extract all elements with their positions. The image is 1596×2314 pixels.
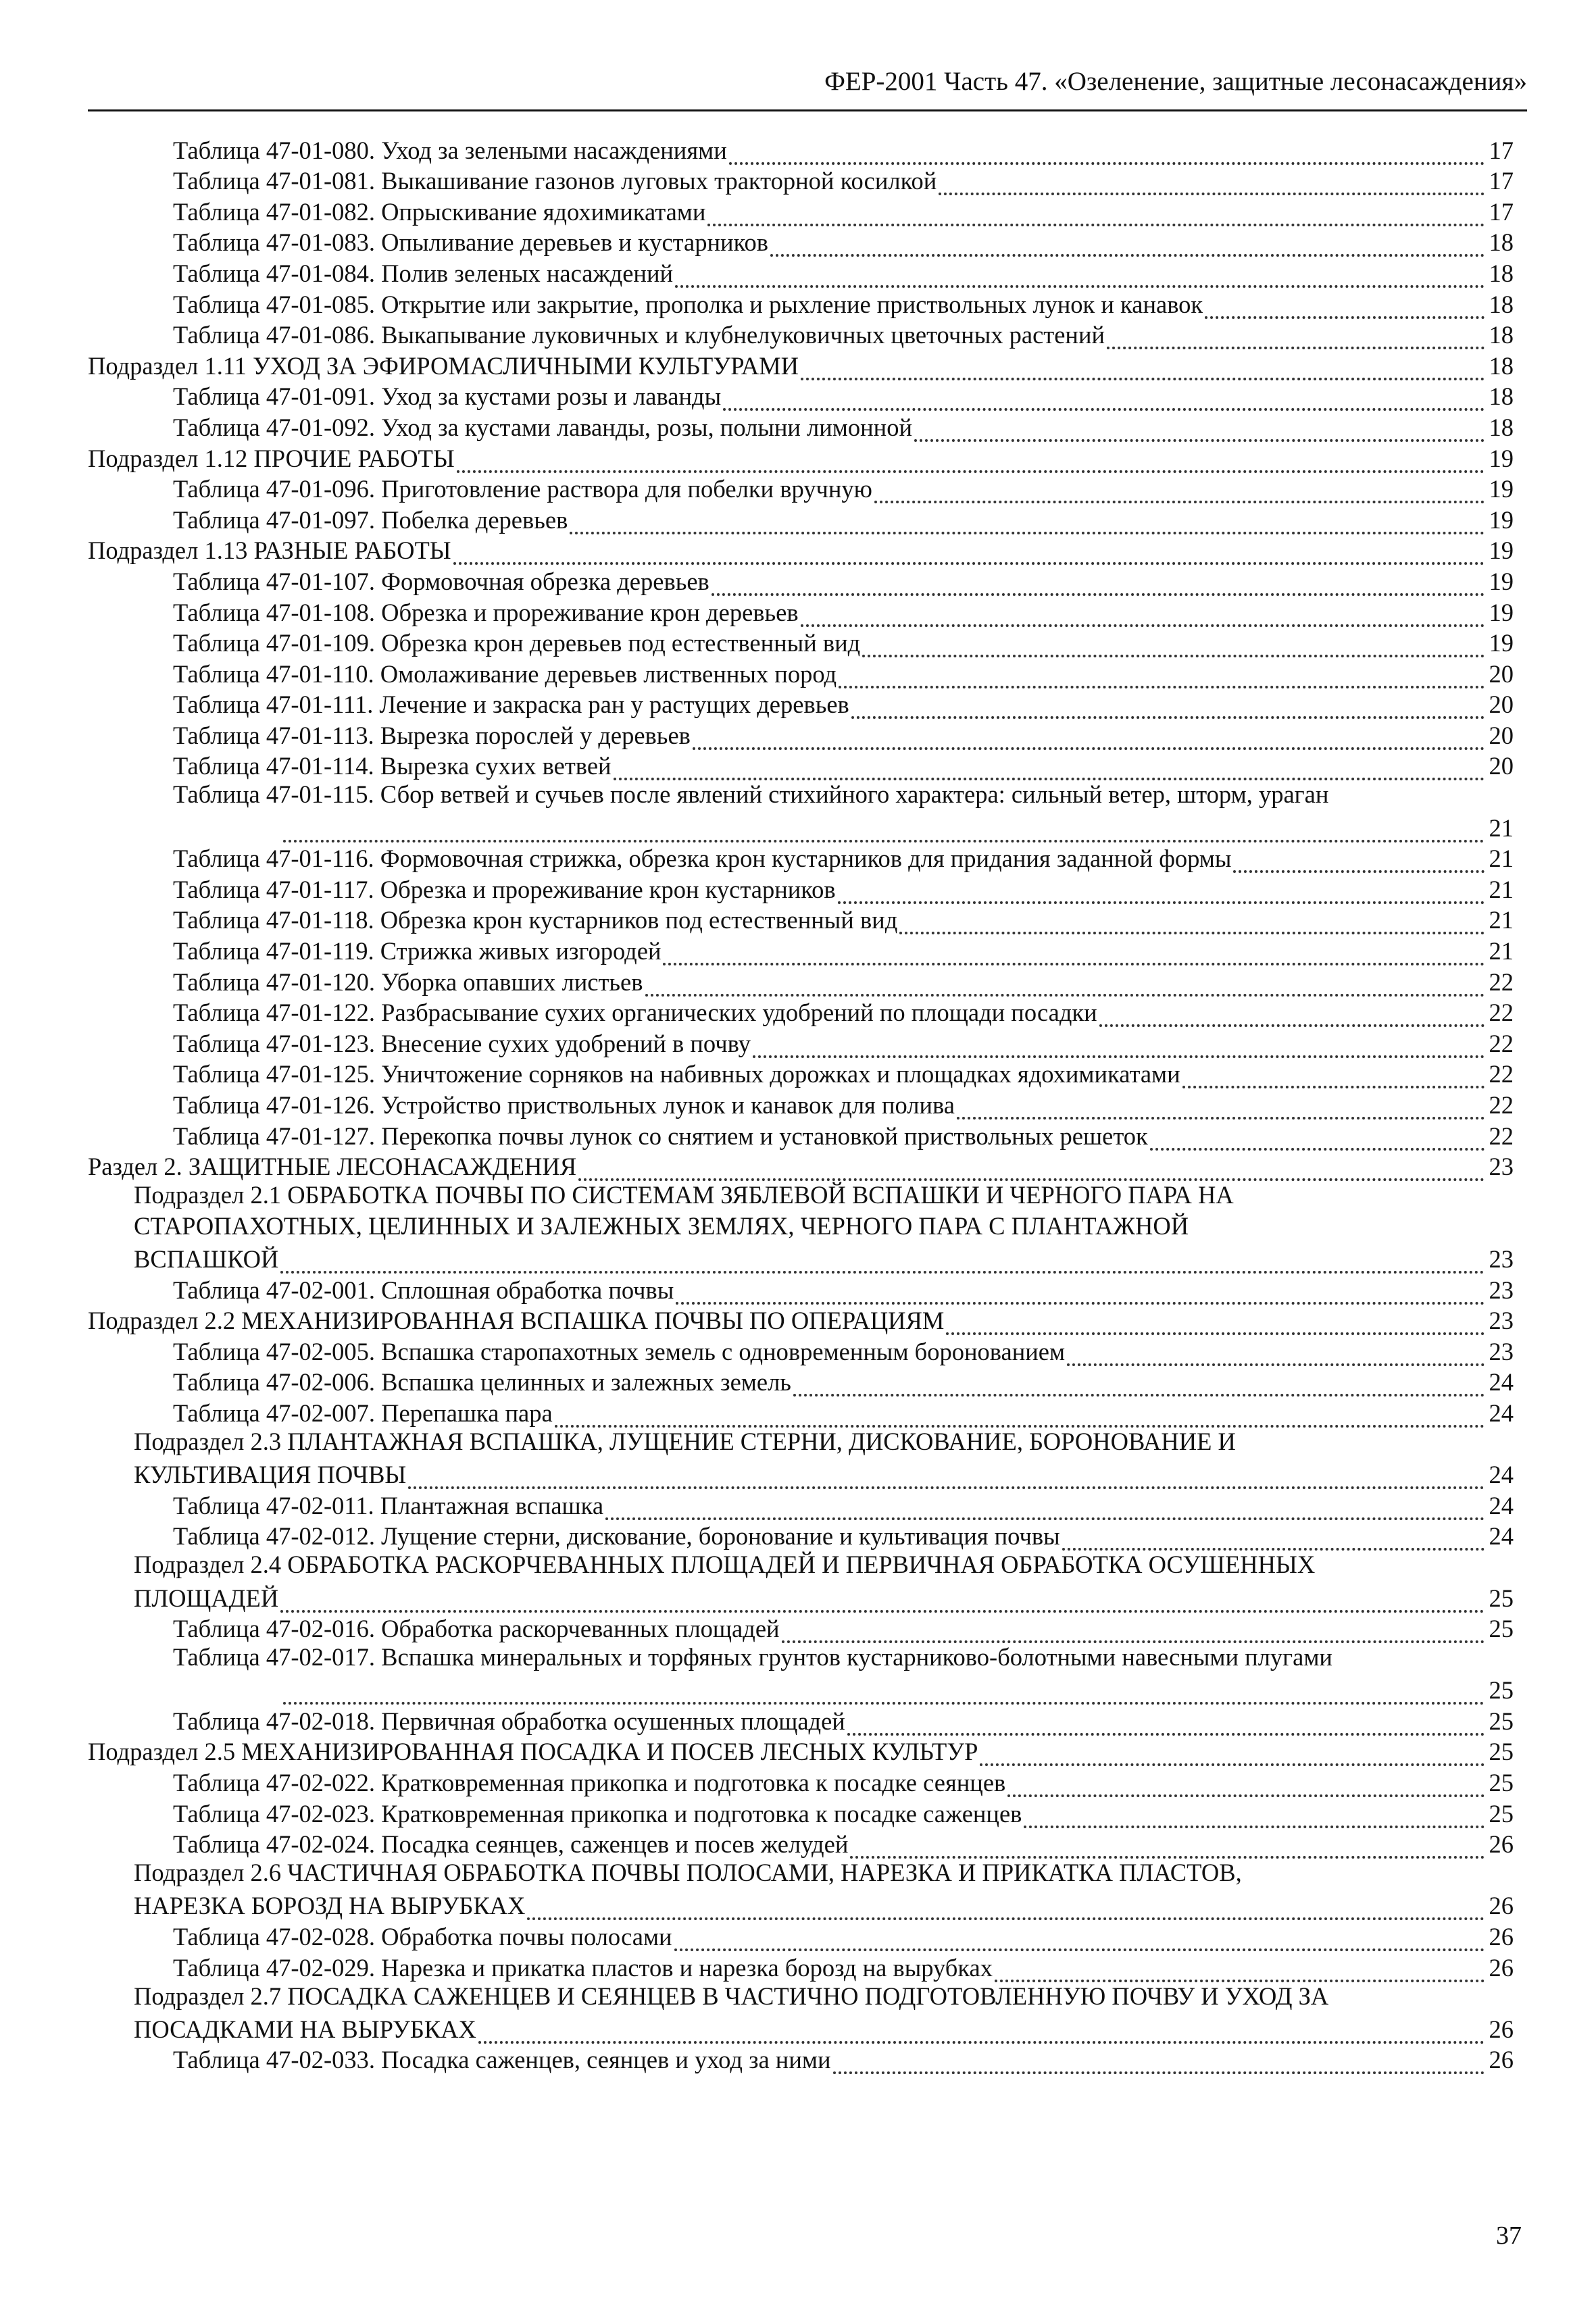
toc-entry-page: 22 — [1489, 967, 1514, 996]
dot-leader — [712, 573, 1485, 596]
toc-entry-page: 22 — [1489, 1029, 1514, 1057]
dot-leader — [1099, 1004, 1485, 1027]
toc-entry-title: Подраздел 1.11 УХОД ЗА ЭФИРОМАСЛИЧНЫМИ КУЛЬТУРАМИ — [88, 351, 799, 380]
toc-entry-page: 18 — [1489, 259, 1514, 287]
toc-entry-page: 21 — [1489, 937, 1514, 965]
toc-entry-title: Таблица 47-01-116. Формовочная стрижка, обрезка крон кустарников для придания заданной формы — [173, 845, 1232, 873]
toc-table-entry[interactable] — [88, 1027, 1514, 1058]
toc-entry-title: ВСПАШКОЙ — [134, 1244, 279, 1273]
toc-entry-page: 17 — [1489, 167, 1514, 195]
dot-leader — [614, 757, 1485, 780]
dot-leader — [850, 1836, 1485, 1859]
toc-section-entry[interactable] — [88, 442, 1514, 473]
toc-entry-page: 22 — [1489, 1091, 1514, 1119]
toc-entry-title: Таблица 47-02-016. Обработка раскорчеванных площадей — [173, 1615, 780, 1643]
toc-entry-page: 18 — [1489, 321, 1514, 349]
toc-entry-page: 19 — [1489, 505, 1514, 534]
toc-entry-page: 21 — [1489, 813, 1514, 842]
toc-table-entry[interactable] — [88, 1088, 1514, 1120]
dot-leader — [1205, 296, 1485, 319]
toc-entry-title: Таблица 47-01-114. Вырезка сухих ветвей — [173, 752, 612, 780]
toc-entry-title: КУЛЬТИВАЦИЯ ПОЧВЫ — [134, 1461, 407, 1489]
toc-entry-page: 25 — [1489, 1769, 1514, 1797]
toc-table-entry[interactable] — [88, 473, 1514, 504]
toc-entry-page: 23 — [1489, 1153, 1514, 1181]
toc-table-entry[interactable] — [88, 1120, 1514, 1151]
dot-leader — [839, 665, 1485, 688]
toc-entry-line: Подраздел 2.1 ОБРАБОТКА ПОЧВЫ ПО СИСТЕМАМ ЗЯБЛЕВОЙ ВСПАШКИ И ЧЕРНОГО ПАРА НА — [134, 1181, 1234, 1209]
dot-leader — [847, 1713, 1485, 1736]
toc-entry-page: 22 — [1489, 1122, 1514, 1150]
toc-entry-page: 24 — [1489, 1522, 1514, 1551]
toc-entry-title: Таблица 47-01-120. Уборка опавших листьев — [173, 967, 643, 996]
toc-entry-page: 17 — [1489, 197, 1514, 226]
toc-entry-page: 20 — [1489, 690, 1514, 719]
toc-entry-page: 17 — [1489, 136, 1514, 164]
toc-entry-page: 21 — [1489, 875, 1514, 903]
toc-entry-title: Таблица 47-01-117. Обрезка и прореживание крон кустарников — [173, 875, 836, 903]
toc-entry-title: Подраздел 1.12 ПРОЧИЕ РАБОТЫ — [88, 444, 455, 472]
toc-table-entry[interactable] — [88, 1705, 1514, 1736]
toc-table-entry[interactable] — [88, 2044, 1514, 2075]
toc-entry-page: 18 — [1489, 228, 1514, 257]
toc-section-entry[interactable] — [88, 1151, 1514, 1182]
toc-table-entry[interactable] — [88, 1489, 1514, 1520]
dot-leader — [874, 480, 1485, 503]
dot-leader — [280, 1251, 1485, 1274]
toc-entry-page: 19 — [1489, 444, 1514, 472]
header-rule — [88, 109, 1527, 111]
toc-table-entry[interactable] — [88, 1674, 1514, 1705]
toc-entry-title: Таблица 47-01-086. Выкапывание луковичных и клубнелуковичных цветочных растений — [173, 321, 1105, 349]
dot-leader — [663, 942, 1485, 965]
toc-entry-line: Подраздел 2.3 ПЛАНТАЖНАЯ ВСПАШКА, ЛУЩЕНИЕ СТЕРНИ, ДИСКОВАНИЕ, БОРОНОВАНИЕ И — [134, 1427, 1236, 1455]
toc-table-entry[interactable] — [88, 1058, 1514, 1089]
toc-entry-page: 25 — [1489, 1799, 1514, 1828]
toc-table-entry[interactable] — [88, 965, 1514, 997]
toc-entry-title: Таблица 47-01-084. Полив зеленых насаждений — [173, 259, 674, 287]
toc-entry-page: 18 — [1489, 413, 1514, 441]
toc-entry-title: ПЛОЩАДЕЙ — [134, 1584, 279, 1612]
toc-entry-title: Таблица 47-01-097. Побелка деревьев — [173, 505, 568, 534]
toc-entry-title: Таблица 47-01-092. Уход за кустами лаванды, розы, полыни лимонной — [173, 413, 912, 441]
toc-entry-title: Подраздел 2.5 МЕХАНИЗИРОВАННАЯ ПОСАДКА И ПОСЕВ ЛЕСНЫХ КУЛЬТУР — [88, 1738, 978, 1766]
toc-entry-line: Таблица 47-02-017. Вспашка минеральных и торфяных грунтов кустарниково-болотными навесными плугами — [173, 1643, 1332, 1671]
toc-table-entry[interactable] — [88, 596, 1514, 627]
toc-entry-title: Таблица 47-01-127. Перекопка почвы лунок со снятием и установкой приствольных решеток — [173, 1122, 1148, 1150]
toc-table-entry[interactable] — [88, 1366, 1514, 1397]
toc-table-entry[interactable] — [88, 288, 1514, 319]
toc-entry-title: Подраздел 1.13 РАЗНЫЕ РАБОТЫ — [88, 536, 451, 565]
toc-table-entry[interactable] — [88, 565, 1514, 596]
toc-entry-title: Подраздел 2.2 МЕХАНИЗИРОВАННАЯ ВСПАШКА ПОЧВЫ ПО ОПЕРАЦИЯМ — [88, 1307, 945, 1335]
toc-entry-title: Таблица 47-02-001. Сплошная обработка почвы — [173, 1276, 674, 1304]
toc-entry-page: 26 — [1489, 2015, 1514, 2043]
toc-entry-title: ПОСАДКАМИ НА ВЫРУБКАХ — [134, 2015, 476, 2043]
toc-entry-page: 25 — [1489, 1676, 1514, 1705]
dot-leader — [707, 203, 1485, 226]
dot-leader — [605, 1497, 1485, 1520]
toc-entry-page: 26 — [1489, 1830, 1514, 1859]
toc-entry-title: Таблица 47-01-122. Разбрасывание сухих органических удобрений по площади посадки — [173, 999, 1097, 1027]
dot-leader — [527, 1897, 1485, 1920]
toc-entry-page: 19 — [1489, 475, 1514, 503]
toc-entry-page: 25 — [1489, 1584, 1514, 1612]
toc-table-entry[interactable] — [88, 1920, 1514, 1951]
toc-entry-title: Таблица 47-01-119. Стрижка живых изгородей — [173, 937, 662, 965]
toc-section-entry[interactable] — [88, 2013, 1514, 2044]
dot-leader — [1067, 1343, 1485, 1366]
dot-leader — [675, 265, 1485, 288]
dot-leader — [280, 1590, 1485, 1613]
dot-leader — [645, 974, 1485, 997]
running-header: ФЕР-2001 Часть 47. «Озеленение, защитные лесонасаждения» — [824, 67, 1527, 96]
dot-leader — [1107, 326, 1485, 349]
toc-section-entry[interactable] — [88, 1242, 1514, 1274]
toc-entry-title: Таблица 47-02-011. Плантажная вспашка — [173, 1491, 604, 1519]
toc-entry-title: Таблица 47-02-029. Нарезка и прикатка пластов и нарезка борозд на вырубках — [173, 1953, 993, 1982]
toc-entry-page: 21 — [1489, 906, 1514, 934]
toc-section-entry[interactable] — [88, 1459, 1514, 1490]
dot-leader — [693, 727, 1485, 750]
toc-entry-page: 21 — [1489, 845, 1514, 873]
dot-leader — [457, 450, 1485, 473]
toc-section-entry[interactable] — [88, 1305, 1514, 1336]
toc-entry-title: Таблица 47-02-006. Вспашка целинных и залежных земель — [173, 1368, 791, 1397]
toc-table-entry[interactable] — [88, 165, 1514, 196]
toc-table-entry[interactable] — [88, 1335, 1514, 1366]
toc-entry-page: 25 — [1489, 1738, 1514, 1766]
toc-entry-page: 26 — [1489, 1892, 1514, 1920]
toc-entry-page: 20 — [1489, 721, 1514, 749]
dot-leader — [676, 1282, 1485, 1305]
dot-leader — [862, 634, 1485, 657]
toc-table-entry[interactable] — [88, 1613, 1514, 1644]
dot-leader — [793, 1374, 1485, 1397]
dot-leader — [801, 604, 1485, 627]
toc-entry-page: 19 — [1489, 629, 1514, 657]
toc-entry-title: Таблица 47-01-110. Омолаживание деревьев лиственных пород — [173, 659, 837, 688]
dot-leader — [957, 1097, 1485, 1120]
dot-leader — [995, 1959, 1485, 1982]
toc-entry-title: Таблица 47-01-107. Формовочная обрезка деревьев — [173, 567, 709, 595]
dot-leader — [801, 357, 1485, 380]
table-of-contents — [88, 134, 1514, 2074]
toc-entry-page: 18 — [1489, 382, 1514, 411]
toc-table-entry[interactable] — [88, 997, 1514, 1028]
toc-table-entry[interactable] — [88, 904, 1514, 935]
toc-entry-title: Таблица 47-01-123. Внесение сухих удобрений в почву — [173, 1029, 751, 1057]
toc-entry-page: 19 — [1489, 567, 1514, 595]
dot-leader — [570, 511, 1485, 534]
dot-leader — [980, 1743, 1485, 1766]
toc-table-entry[interactable] — [88, 134, 1514, 165]
dot-leader — [914, 419, 1485, 442]
dot-leader — [453, 542, 1485, 565]
toc-table-entry[interactable] — [88, 934, 1514, 965]
page-number: 37 — [1496, 2221, 1522, 2250]
dot-leader — [946, 1312, 1485, 1335]
toc-entry-title: Таблица 47-01-096. Приготовление раствора для побелки вручную — [173, 475, 872, 503]
toc-entry-title: Таблица 47-01-111. Лечение и закраска ран у растущих деревьев — [173, 690, 849, 719]
dot-leader — [674, 1928, 1485, 1951]
toc-table-entry[interactable] — [88, 688, 1514, 720]
toc-entry-title: Таблица 47-02-005. Вспашка старопахотных земель с одновременным боронованием — [173, 1337, 1066, 1365]
toc-section-entry[interactable] — [88, 1582, 1514, 1613]
dot-leader — [782, 1620, 1485, 1643]
toc-entry-title: Таблица 47-01-109. Обрезка крон деревьев под естественный вид — [173, 629, 861, 657]
toc-table-entry[interactable] — [88, 411, 1514, 442]
toc-table-entry[interactable] — [88, 257, 1514, 288]
toc-entry-title: Таблица 47-02-023. Кратковременная прикопка и подготовка к посадке саженцев — [173, 1799, 1022, 1828]
dot-leader — [1007, 1774, 1485, 1797]
toc-section-entry[interactable] — [88, 349, 1514, 380]
toc-entry-page: 23 — [1489, 1307, 1514, 1335]
dot-leader — [1024, 1805, 1485, 1828]
dot-leader — [723, 388, 1485, 411]
toc-table-entry[interactable] — [88, 811, 1514, 842]
toc-entry-title: Таблица 47-01-091. Уход за кустами розы и лаванды — [173, 382, 722, 411]
toc-entry-page: 24 — [1489, 1368, 1514, 1397]
toc-entry-title: Таблица 47-01-083. Опыливание деревьев и кустарников — [173, 228, 768, 257]
toc-entry-page: 24 — [1489, 1461, 1514, 1489]
toc-entry-title: Таблица 47-02-028. Обработка почвы полосами — [173, 1923, 672, 1951]
toc-entry-title: Таблица 47-01-080. Уход за зелеными насаждениями — [173, 136, 727, 164]
toc-table-entry[interactable] — [88, 1951, 1514, 1982]
dot-leader — [838, 881, 1485, 904]
toc-entry-title: Таблица 47-02-024. Посадка сеянцев, саженцев и посев желудей — [173, 1830, 849, 1859]
toc-entry-title: Раздел 2. ЗАЩИТНЫЕ ЛЕСОНАСАЖДЕНИЯ — [88, 1153, 577, 1181]
toc-entry-line: Подраздел 2.7 ПОСАДКА САЖЕНЦЕВ И СЕЯНЦЕВ В ЧАСТИЧНО ПОДГОТОВЛЕННУЮ ПОЧВУ И УХОД ЗА — [134, 1982, 1329, 2010]
toc-entry-title: Таблица 47-02-033. Посадка саженцев, сеянцев и уход за ними — [173, 2046, 831, 2074]
toc-entry-page: 19 — [1489, 536, 1514, 565]
toc-entry-page: 24 — [1489, 1491, 1514, 1519]
dot-leader — [283, 820, 1485, 842]
toc-entry-page: 20 — [1489, 659, 1514, 688]
dot-leader — [753, 1035, 1485, 1058]
toc-table-entry[interactable] — [88, 1274, 1514, 1305]
toc-entry-title: Таблица 47-01-113. Вырезка порослей у деревьев — [173, 721, 691, 749]
toc-entry-title: Таблица 47-02-022. Кратковременная прикопка и подготовка к посадке сеянцев — [173, 1769, 1006, 1797]
toc-table-entry[interactable] — [88, 1520, 1514, 1551]
toc-entry-page: 18 — [1489, 351, 1514, 380]
dot-leader — [729, 142, 1485, 165]
toc-entry-title: Таблица 47-02-007. Перепашка пара — [173, 1399, 553, 1427]
toc-entry-page: 18 — [1489, 290, 1514, 318]
toc-table-entry[interactable] — [88, 319, 1514, 350]
toc-entry-title: Таблица 47-02-018. Первичная обработка осушенных площадей — [173, 1707, 845, 1735]
toc-entry-page: 25 — [1489, 1615, 1514, 1643]
toc-entry-page: 22 — [1489, 999, 1514, 1027]
toc-entry-page: 24 — [1489, 1399, 1514, 1427]
toc-entry-page: 23 — [1489, 1276, 1514, 1304]
toc-table-entry[interactable] — [88, 195, 1514, 226]
toc-entry-line: Подраздел 2.4 ОБРАБОТКА РАСКОРЧЕВАННЫХ ПЛОЩАДЕЙ И ПЕРВИЧНАЯ ОБРАБОТКА ОСУШЕННЫХ — [134, 1551, 1316, 1579]
toc-section-entry[interactable] — [88, 1890, 1514, 1921]
toc-entry-line: Таблица 47-01-115. Сбор ветвей и сучьев после явлений стихийного характера: сильный ветер, шторм, ураган — [173, 780, 1329, 809]
toc-table-entry[interactable] — [88, 719, 1514, 750]
dot-leader — [833, 2051, 1485, 2074]
toc-table-entry[interactable] — [88, 750, 1514, 781]
toc-table-entry[interactable] — [88, 380, 1514, 411]
toc-entry-page: 23 — [1489, 1337, 1514, 1365]
toc-table-entry[interactable] — [88, 1397, 1514, 1428]
toc-entry-title: Таблица 47-01-118. Обрезка крон кустарников под естественный вид — [173, 906, 898, 934]
dot-leader — [899, 911, 1485, 934]
dot-leader — [851, 696, 1485, 719]
toc-entry-title: Таблица 47-02-012. Лущение стерни, дискование, боронование и культивация почвы — [173, 1522, 1060, 1551]
toc-table-entry[interactable] — [88, 1797, 1514, 1828]
toc-entry-title: Таблица 47-01-125. Уничтожение сорняков на набивных дорожках и площадках ядохимикатами — [173, 1060, 1180, 1088]
toc-table-entry[interactable] — [88, 873, 1514, 904]
toc-entry-title: Таблица 47-01-081. Выкашивание газонов луговых тракторной косилкой — [173, 167, 937, 195]
dot-leader — [1233, 850, 1485, 873]
toc-entry-title: Таблица 47-01-085. Открытие или закрытие, прополка и рыхление приствольных лунок и канавок — [173, 290, 1203, 318]
toc-entry-page: 26 — [1489, 1923, 1514, 1951]
dot-leader — [770, 234, 1485, 257]
dot-leader — [1150, 1128, 1485, 1151]
toc-table-entry[interactable] — [88, 627, 1514, 658]
toc-table-entry[interactable] — [88, 657, 1514, 688]
toc-entry-title: Таблица 47-01-108. Обрезка и прореживание крон деревьев — [173, 598, 799, 626]
dot-leader — [478, 2021, 1485, 2044]
dot-leader — [283, 1682, 1485, 1705]
dot-leader — [555, 1405, 1485, 1428]
dot-leader — [939, 172, 1485, 195]
toc-table-entry[interactable] — [88, 1828, 1514, 1859]
toc-entry-line: Подраздел 2.6 ЧАСТИЧНАЯ ОБРАБОТКА ПОЧВЫ ПОЛОСАМИ, НАРЕЗКА И ПРИКАТКА ПЛАСТОВ, — [134, 1859, 1242, 1887]
toc-section-entry[interactable] — [88, 534, 1514, 565]
toc-entry-page: 26 — [1489, 1953, 1514, 1982]
toc-entry-page: 19 — [1489, 598, 1514, 626]
toc-entry-title: Таблица 47-01-082. Опрыскивание ядохимикатами — [173, 197, 706, 226]
dot-leader — [1182, 1065, 1485, 1088]
toc-section-entry[interactable] — [88, 1736, 1514, 1767]
dot-leader — [408, 1466, 1485, 1489]
toc-entry-page: 23 — [1489, 1244, 1514, 1273]
toc-entry-line: СТАРОПАХОТНЫХ, ЦЕЛИННЫХ И ЗАЛЕЖНЫХ ЗЕМЛЯХ, ЧЕРНОГО ПАРА С ПЛАНТАЖНОЙ — [134, 1211, 1189, 1240]
toc-table-entry[interactable] — [88, 503, 1514, 534]
dot-leader — [578, 1158, 1485, 1181]
toc-entry-title: НАРЕЗКА БОРОЗД НА ВЫРУБКАХ — [134, 1892, 526, 1920]
toc-entry-page: 22 — [1489, 1060, 1514, 1088]
toc-entry-page: 20 — [1489, 752, 1514, 780]
toc-table-entry[interactable] — [88, 226, 1514, 257]
toc-table-entry[interactable] — [88, 842, 1514, 874]
toc-entry-title: Таблица 47-01-126. Устройство приствольных лунок и канавок для полива — [173, 1091, 955, 1119]
dot-leader — [1062, 1528, 1485, 1551]
toc-table-entry[interactable] — [88, 1766, 1514, 1797]
toc-entry-page: 25 — [1489, 1707, 1514, 1735]
toc-entry-page: 26 — [1489, 2046, 1514, 2074]
